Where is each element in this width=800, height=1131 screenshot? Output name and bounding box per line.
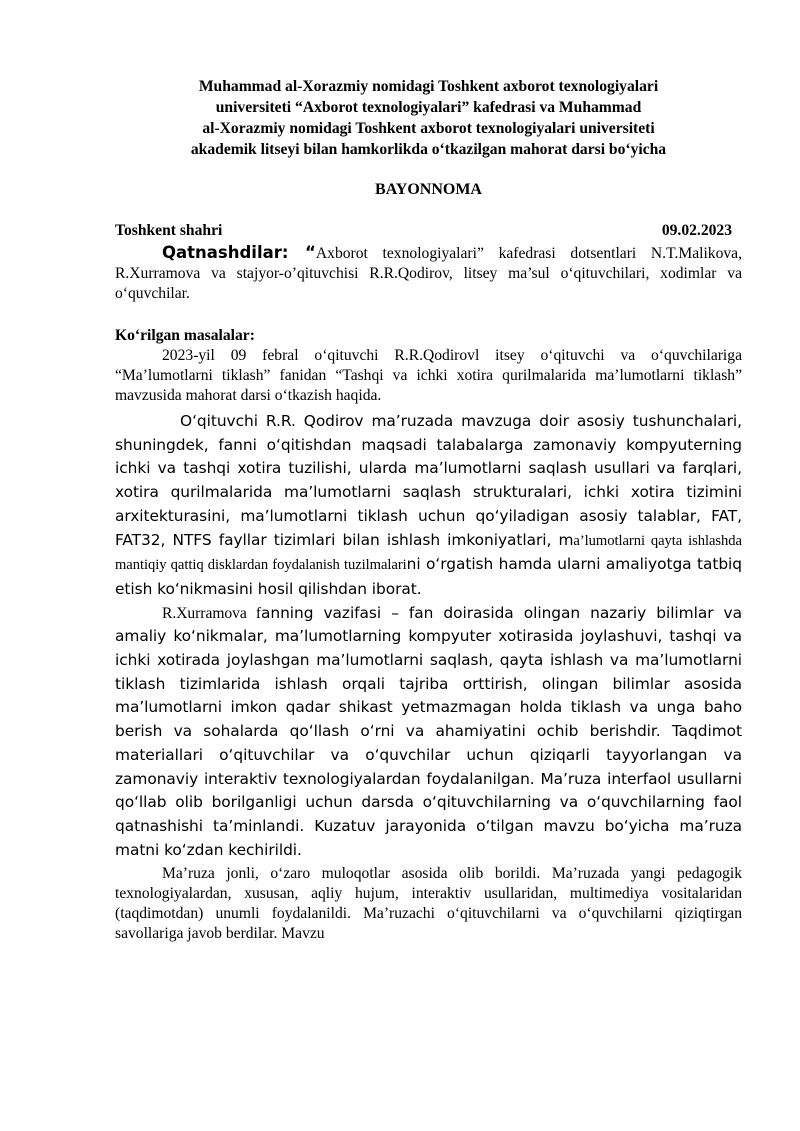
participants-label: Qatnashdilar:	[162, 243, 289, 262]
place-date-row	[115, 221, 742, 241]
date: 09.02.2023	[661, 222, 732, 239]
city: Toshkent shahri	[115, 222, 223, 239]
document-title: BAYONNOMA	[375, 181, 482, 198]
participants-paragraph	[115, 243, 742, 304]
participants-quote: “	[288, 243, 316, 262]
issues-label: Koʻrilgan masalalar:	[115, 327, 255, 344]
document-header	[115, 76, 742, 160]
header-line-1: Muhammad al-Xorazmiy nomidagi Toshkent axborot texnologiyalari	[198, 78, 659, 95]
header-line-4: akademik litseyi bilan hamkorlikda oʻtkazilgan mahorat darsi boʻyicha	[190, 141, 667, 158]
teacher-paragraph	[115, 410, 742, 602]
xurramova-paragraph	[115, 602, 742, 863]
lecture-paragraph: Ma’ruza jonli, oʻzaro muloqotlar asosida olib borildi. Ma’ruzada yangi pedagogik texnologiyalardan, xususan, aqliy hujum, interaktiv usullaridan, multimediya vositalaridan (taqdimotdan) unumli foydalanildi. Ma’ruzachi oʻqituvchilarni va oʻquvchilarni qiziqtirgan savollariga javob berdilar. Mavzu	[115, 865, 742, 943]
xurramova-text: anning vazifasi – fan doirasida olingan nazariy bilimlar va amaliy koʻnikmalar, ma’lumotlarning kompyuter xotirasida joylashuvi, tashqi va ichki xotirada joylashgan ma’lumotlarni saqlash, qayta ishlash va ma’lumotlarni tiklash tizimlarida ishlash orqali tajriba orttirish, olingan bilimlar asosida ma’lumotlarni imkon qadar shikast yetmazmagan holda tiklash va unga baho berish va sohalarda qoʻllash oʻrni va ahamiyatini ochib berishdir. Taqdimot materiallari oʻqituvchilar va oʻquvchilar uchun qiziqarli tayyorlangan va zamonaviy interaktiv texnologiyalardan foydalanilgan. Ma’ruza interfaol usullarni qoʻllab olib borilganligi uchun darsda oʻqituvchilarning va oʻquvchilarning faol qatnashishi ta’minlandi. Kuzatuv jarayonida oʻtilgan mavzu boʻyicha ma’ruza matni koʻzdan kechirildi.	[115, 603, 742, 859]
document-page	[115, 76, 742, 944]
issues-text: 2023-yil 09 febral oʻqituvchi R.R.Qodirovl itsey oʻqituvchi va oʻquvchilariga “Ma’lumotlarni tiklash” fanidan “Tashqi va ichki xotira qurilmalarida ma’lumotlarni tiklash” mavzusida mahorat darsi oʻtkazish haqida.	[115, 347, 742, 404]
teacher-text-part2: a’lumotlarni qayta ishlashda mantiqiy qattiq disklardan foydalanish tuzilmalari	[115, 532, 742, 574]
header-line-3: al-Xorazmiy nomidagi Toshkent axborot texnologiyalari universiteti	[202, 120, 655, 137]
teacher-text-part3: ni oʻrgatish hamda ularni amaliyotga tatbiq etish koʻnikmasini hosil qilishdan iborat.	[115, 555, 742, 598]
header-line-2: universiteti “Axborot texnologiyalari” kafedrasi va Muhammad	[215, 99, 642, 116]
teacher-text-part1: Oʻqituvchi R.R. Qodirov ma’ruzada mavzuga doir asosiy tushunchalari, shuningdek, fanni oʻqitishdan maqsadi talabalarga zamonaviy kompyuterning ichki va tashqi xotira tuzilishi, ularda ma’lumotlarni saqlash usullari va farqlari, xotira qurilmalarida ma’lumotlarni saqlash strukturalari, ichki xotira tizimini arxitekturasini, ma’lumotlarni tiklash uchun qoʻyiladigan asosiy talablar, FAT, FAT32, NTFS fayllar tizimlari bilan ishlash imkoniyatlari, m	[115, 412, 742, 549]
participants-text: Axborot texnologiyalari” kafedrasi dotsentlari N.T.Malikova, R.Xurramova va stajyor-o’qituvchisi R.R.Qodirov, litsey ma’sul oʻqituvchilari, xodimlar va oʻquvchilar.	[115, 245, 742, 302]
xurramova-name: R.Xurramova f	[162, 604, 261, 622]
